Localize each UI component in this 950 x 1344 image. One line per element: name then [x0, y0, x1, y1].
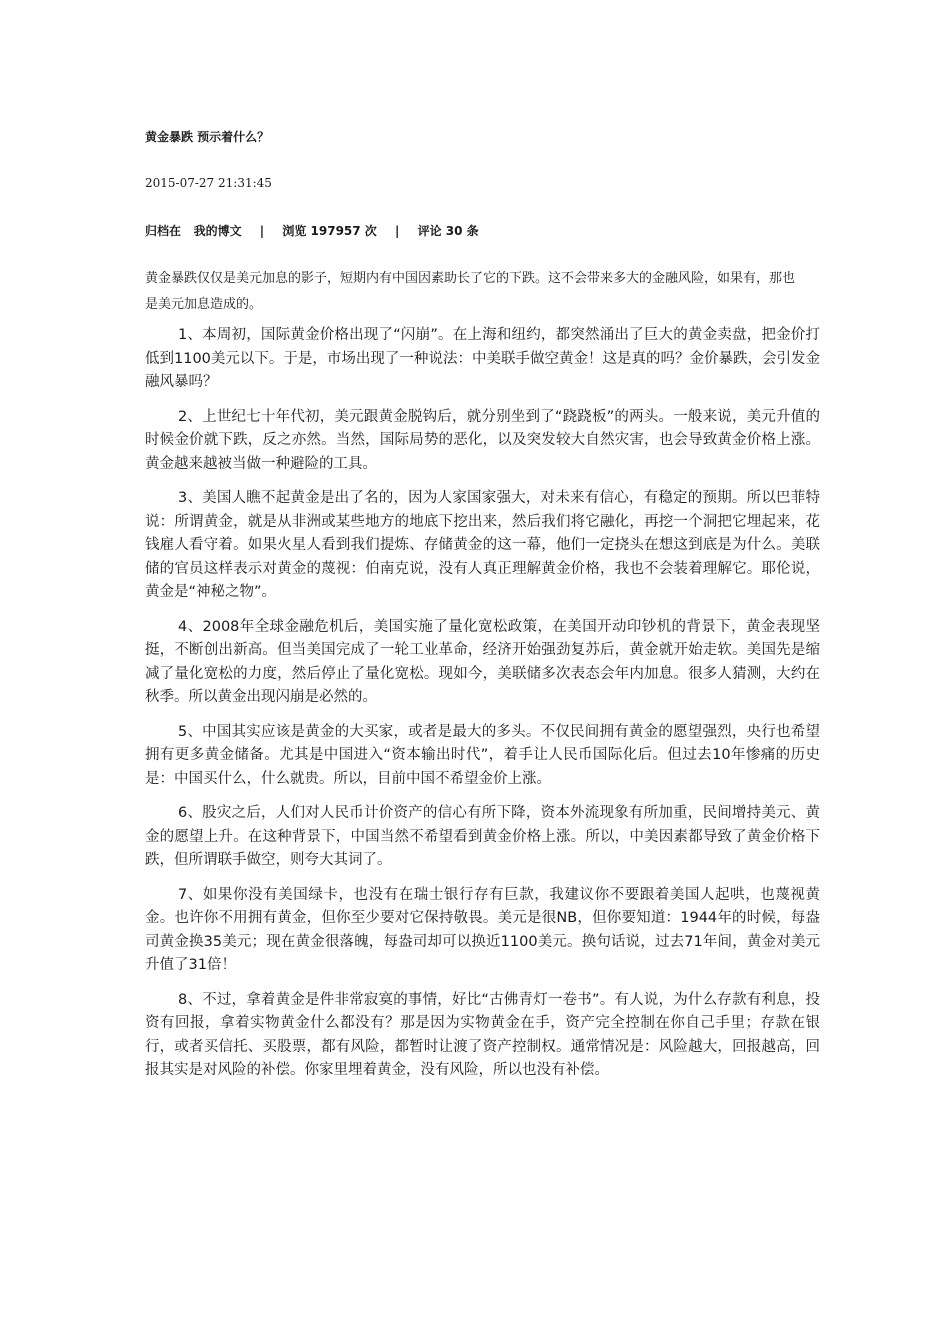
meta-separator: | — [395, 224, 400, 238]
post-datetime: 2015-07-27 21:31:45 — [145, 176, 272, 190]
paragraph: 3、美国人瞧不起黄金是出了名的，因为人家国家强大，对未来有信心，有稳定的预期。所以巴菲特说：所谓黄金，就是从非洲或某些地方的地底下挖出来，然后我们将它融化，再挖一个洞把它埋起来，花钱雇人看守着。如果火星人看到我们提炼、存储黄金的这一幕，他们一定挠头在想这到底是为什么。美联储的官员这样表示对黄金的蔑视：伯南克说，没有人真正理解黄金价格，我也不会装着理解它。耶伦说，黄金是“神秘之物”。 — [145, 490, 820, 600]
paragraph: 4、2008年全球金融危机后，美国实施了量化宽松政策，在美国开动印钞机的背景下，黄金表现坚挺，不断创出新高。但当美国完成了一轮工业革命，经济开始强劲复苏后，黄金就开始走软。美国先是缩减了量化宽松的力度，然后停止了量化宽松。现如今，美联储多次表态会年内加息。很多人猜测，大约在秋季。所以黄金出现闪崩是必然的。 — [145, 618, 820, 705]
paragraph: 5、中国其实应该是黄金的大买家，或者是最大的多头。不仅民间拥有黄金的愿望强烈，央行也希望拥有更多黄金储备。尤其是中国进入“资本输出时代”，着手让人民币国际化后。但过去10年惨痛的历史是：中国买什么，什么就贵。所以，目前中国不希望金价上涨。 — [145, 723, 820, 787]
paragraph: 7、如果你没有美国绿卡，也没有在瑞士银行存有巨款，我建议你不要跟着美国人起哄，也蔑视黄金。也许你不用拥有黄金，但你至少要对它保持敬畏。美元是很NB，但你要知道：1944年的时候，每盎司黄金换35美元；现在黄金很落魄，每盎司却可以换近1100美元。换句话说，过去71年间，黄金对美元升值了31倍！ — [145, 886, 820, 973]
archive-label: 归档在 — [145, 224, 182, 238]
paragraph: 1、本周初，国际黄金价格出现了“闪崩”。在上海和纽约，都突然涌出了巨大的黄金卖盘，把金价打低到1100美元以下。于是，市场出现了一种说法：中美联手做空黄金！这是真的吗？金价暴跌，会引发金融风暴吗？ — [145, 327, 820, 390]
paragraph: 8、不过，拿着黄金是件非常寂寞的事情，好比“古佛青灯一卷书”。有人说，为什么存款有利息，投资有回报，拿着实物黄金什么都没有？那是因为实物黄金在手，资产完全控制在你自己手里；存款在银行，或者买信托、买股票，都有风险，都暂时让渡了资产控制权。通常情况是：风险越大，回报越高，回报其实是对风险的补偿。你家里埋着黄金，没有风险，所以也没有补偿。 — [145, 991, 820, 1078]
paragraph: 2、上世纪七十年代初，美元跟黄金脱钩后，就分别坐到了“跷跷板”的两头。一般来说，美元升值的时候金价就下跌，反之亦然。当然，国际局势的恶化，以及突发较大自然灾害，也会导致黄金价格上涨。黄金越来越被当做一种避险的工具。 — [145, 408, 820, 472]
paragraph: 6、股灾之后，人们对人民币计价资产的信心有所下降，资本外流现象有所加重，民间增持美元、黄金的愿望上升。在这种背景下，中国当然不希望看到黄金价格上涨。所以，中美因素都导致了黄金价格下跌，但所谓联手做空，则夸大其词了。 — [145, 805, 820, 868]
view-count: 浏览 197957 次 — [282, 224, 377, 238]
article-title: 黄金暴跌 预示着什么？ — [145, 130, 270, 144]
meta-separator: | — [259, 224, 265, 238]
article-intro: 黄金暴跌仅仅是美元加息的影子，短期内有中国因素助长了它的下跌。这不会带来多大的金融风险，如果有，那也是美元加息造成的。 — [145, 271, 796, 312]
comment-count-link[interactable]: 评论 30 条 — [417, 224, 479, 238]
post-meta-bar — [145, 222, 479, 239]
article-body — [145, 324, 820, 1094]
archive-link[interactable]: 我的博文 — [193, 224, 242, 238]
